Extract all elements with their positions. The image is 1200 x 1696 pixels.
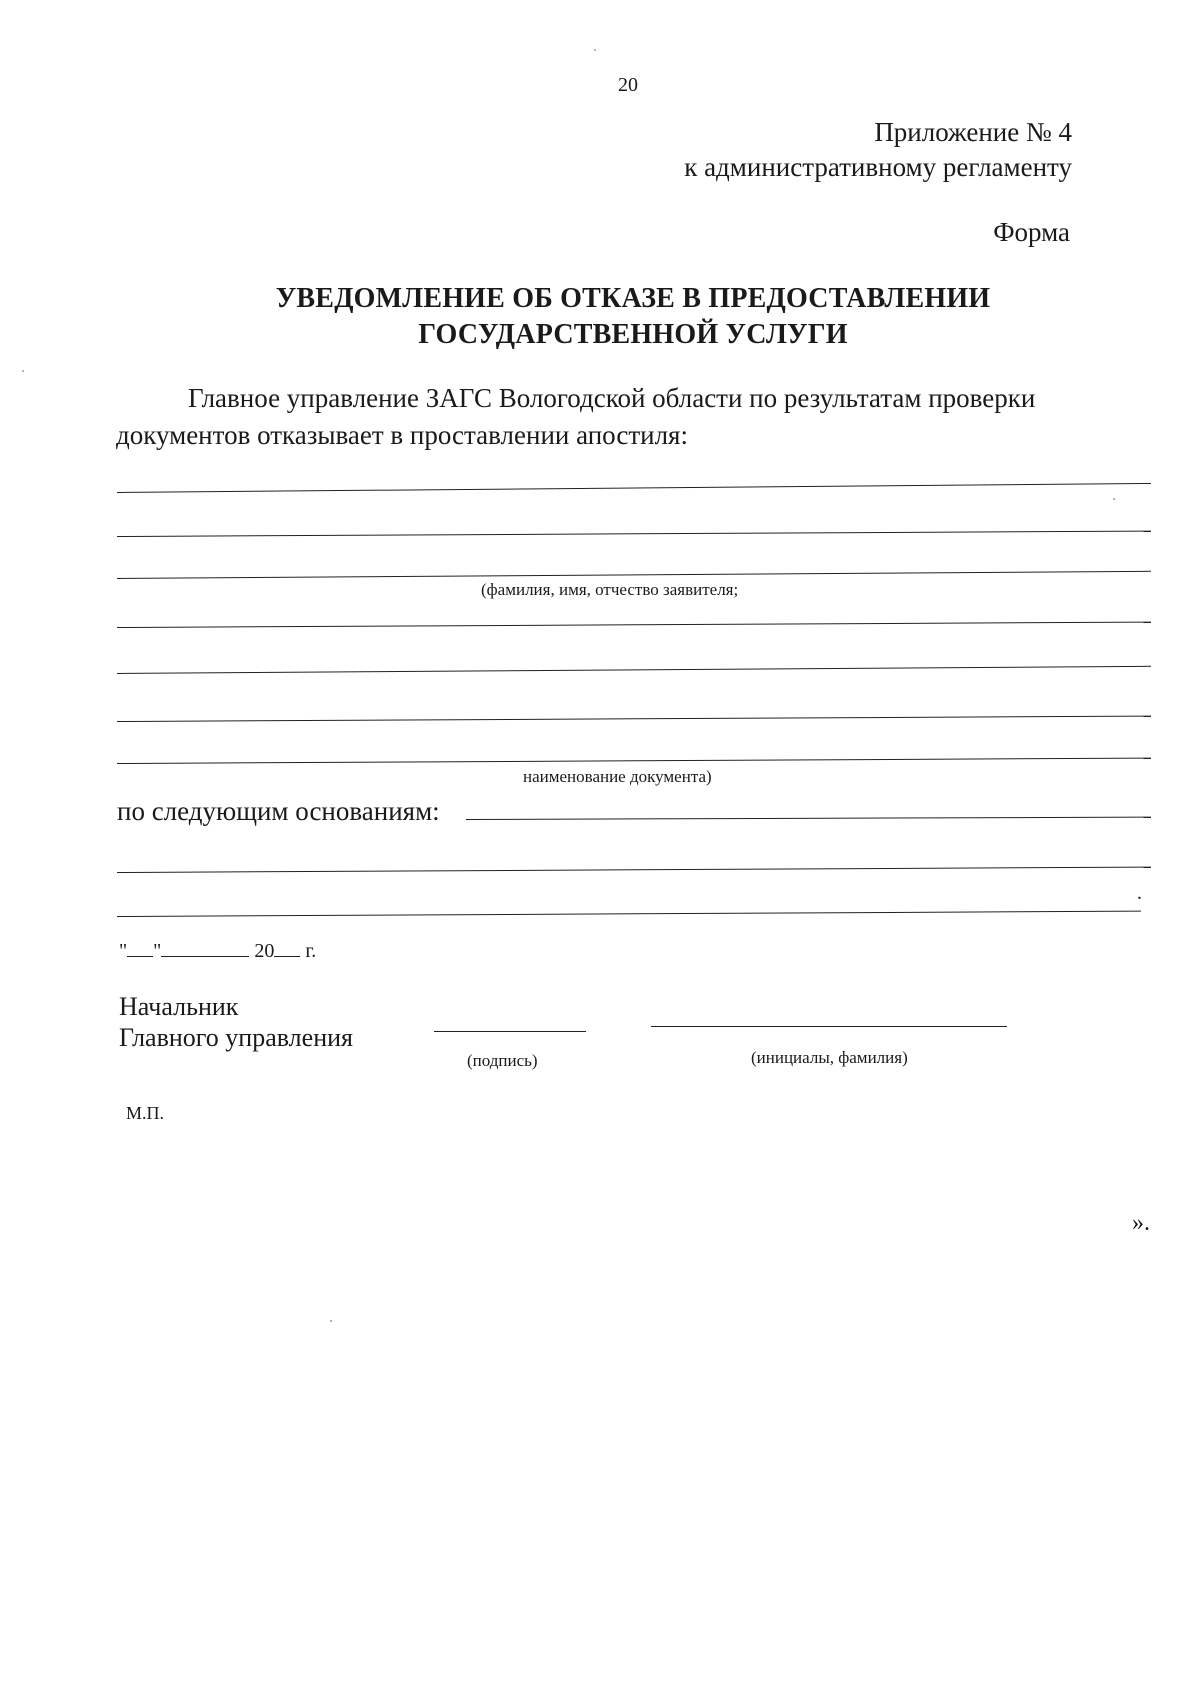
fill-line: [117, 666, 1151, 674]
caption-signature: (подпись): [467, 1051, 538, 1070]
form-label: Форма: [993, 217, 1070, 247]
fill-line: [117, 571, 1151, 579]
appendix-reference: к административному регламенту: [684, 152, 1072, 182]
date-day-blank: [127, 940, 153, 957]
fill-line: [117, 531, 1151, 537]
scan-speck: [594, 49, 596, 51]
scan-speck: [1113, 498, 1115, 500]
caption-document: наименование документа): [523, 767, 712, 786]
appendix-number: Приложение № 4: [874, 117, 1072, 147]
date-month-blank: [161, 940, 249, 957]
date-year-prefix: 20: [254, 940, 275, 962]
signature-line: [434, 1031, 586, 1032]
caption-initials: (инициалы, фамилия): [751, 1048, 908, 1067]
fill-line: [117, 867, 1151, 873]
signer-position-line-2: Главного управления: [119, 1023, 353, 1052]
date-close-quote: ": [153, 940, 162, 962]
fill-line: [117, 622, 1151, 628]
fill-line: [117, 758, 1151, 764]
caption-applicant: (фамилия, имя, отчество заявителя;: [481, 580, 739, 599]
fill-line: [117, 483, 1151, 493]
signer-position-line-1: Начальник: [119, 992, 239, 1021]
intro-line-1: Главное управление ЗАГС Вологодской области по результатам проверки: [188, 383, 1036, 413]
date-line: [119, 940, 316, 963]
document-title-line-2: ГОСУДАРСТВЕННОЙ УСЛУГИ: [418, 319, 848, 350]
scan-speck: [22, 370, 24, 372]
closing-quote-mark: ».: [1132, 1210, 1150, 1236]
fill-line: [117, 716, 1151, 722]
fill-line: [117, 911, 1141, 917]
scan-speck: [330, 1320, 332, 1322]
intro-line-2: документов отказывает в проставлении апостиля:: [116, 420, 688, 450]
document-title-line-1: УВЕДОМЛЕНИЕ ОБ ОТКАЗЕ В ПРЕДОСТАВЛЕНИИ: [275, 283, 991, 314]
final-dot: .: [1137, 882, 1142, 904]
page-number: 20: [618, 74, 638, 96]
date-open-quote: ": [119, 940, 128, 962]
initials-line: [651, 1026, 1007, 1027]
date-year-suffix: г.: [305, 940, 317, 962]
stamp-placeholder: М.П.: [126, 1103, 165, 1123]
grounds-label: по следующим основаниям:: [117, 796, 440, 826]
date-year-blank: [274, 940, 300, 957]
fill-line: [466, 817, 1151, 820]
